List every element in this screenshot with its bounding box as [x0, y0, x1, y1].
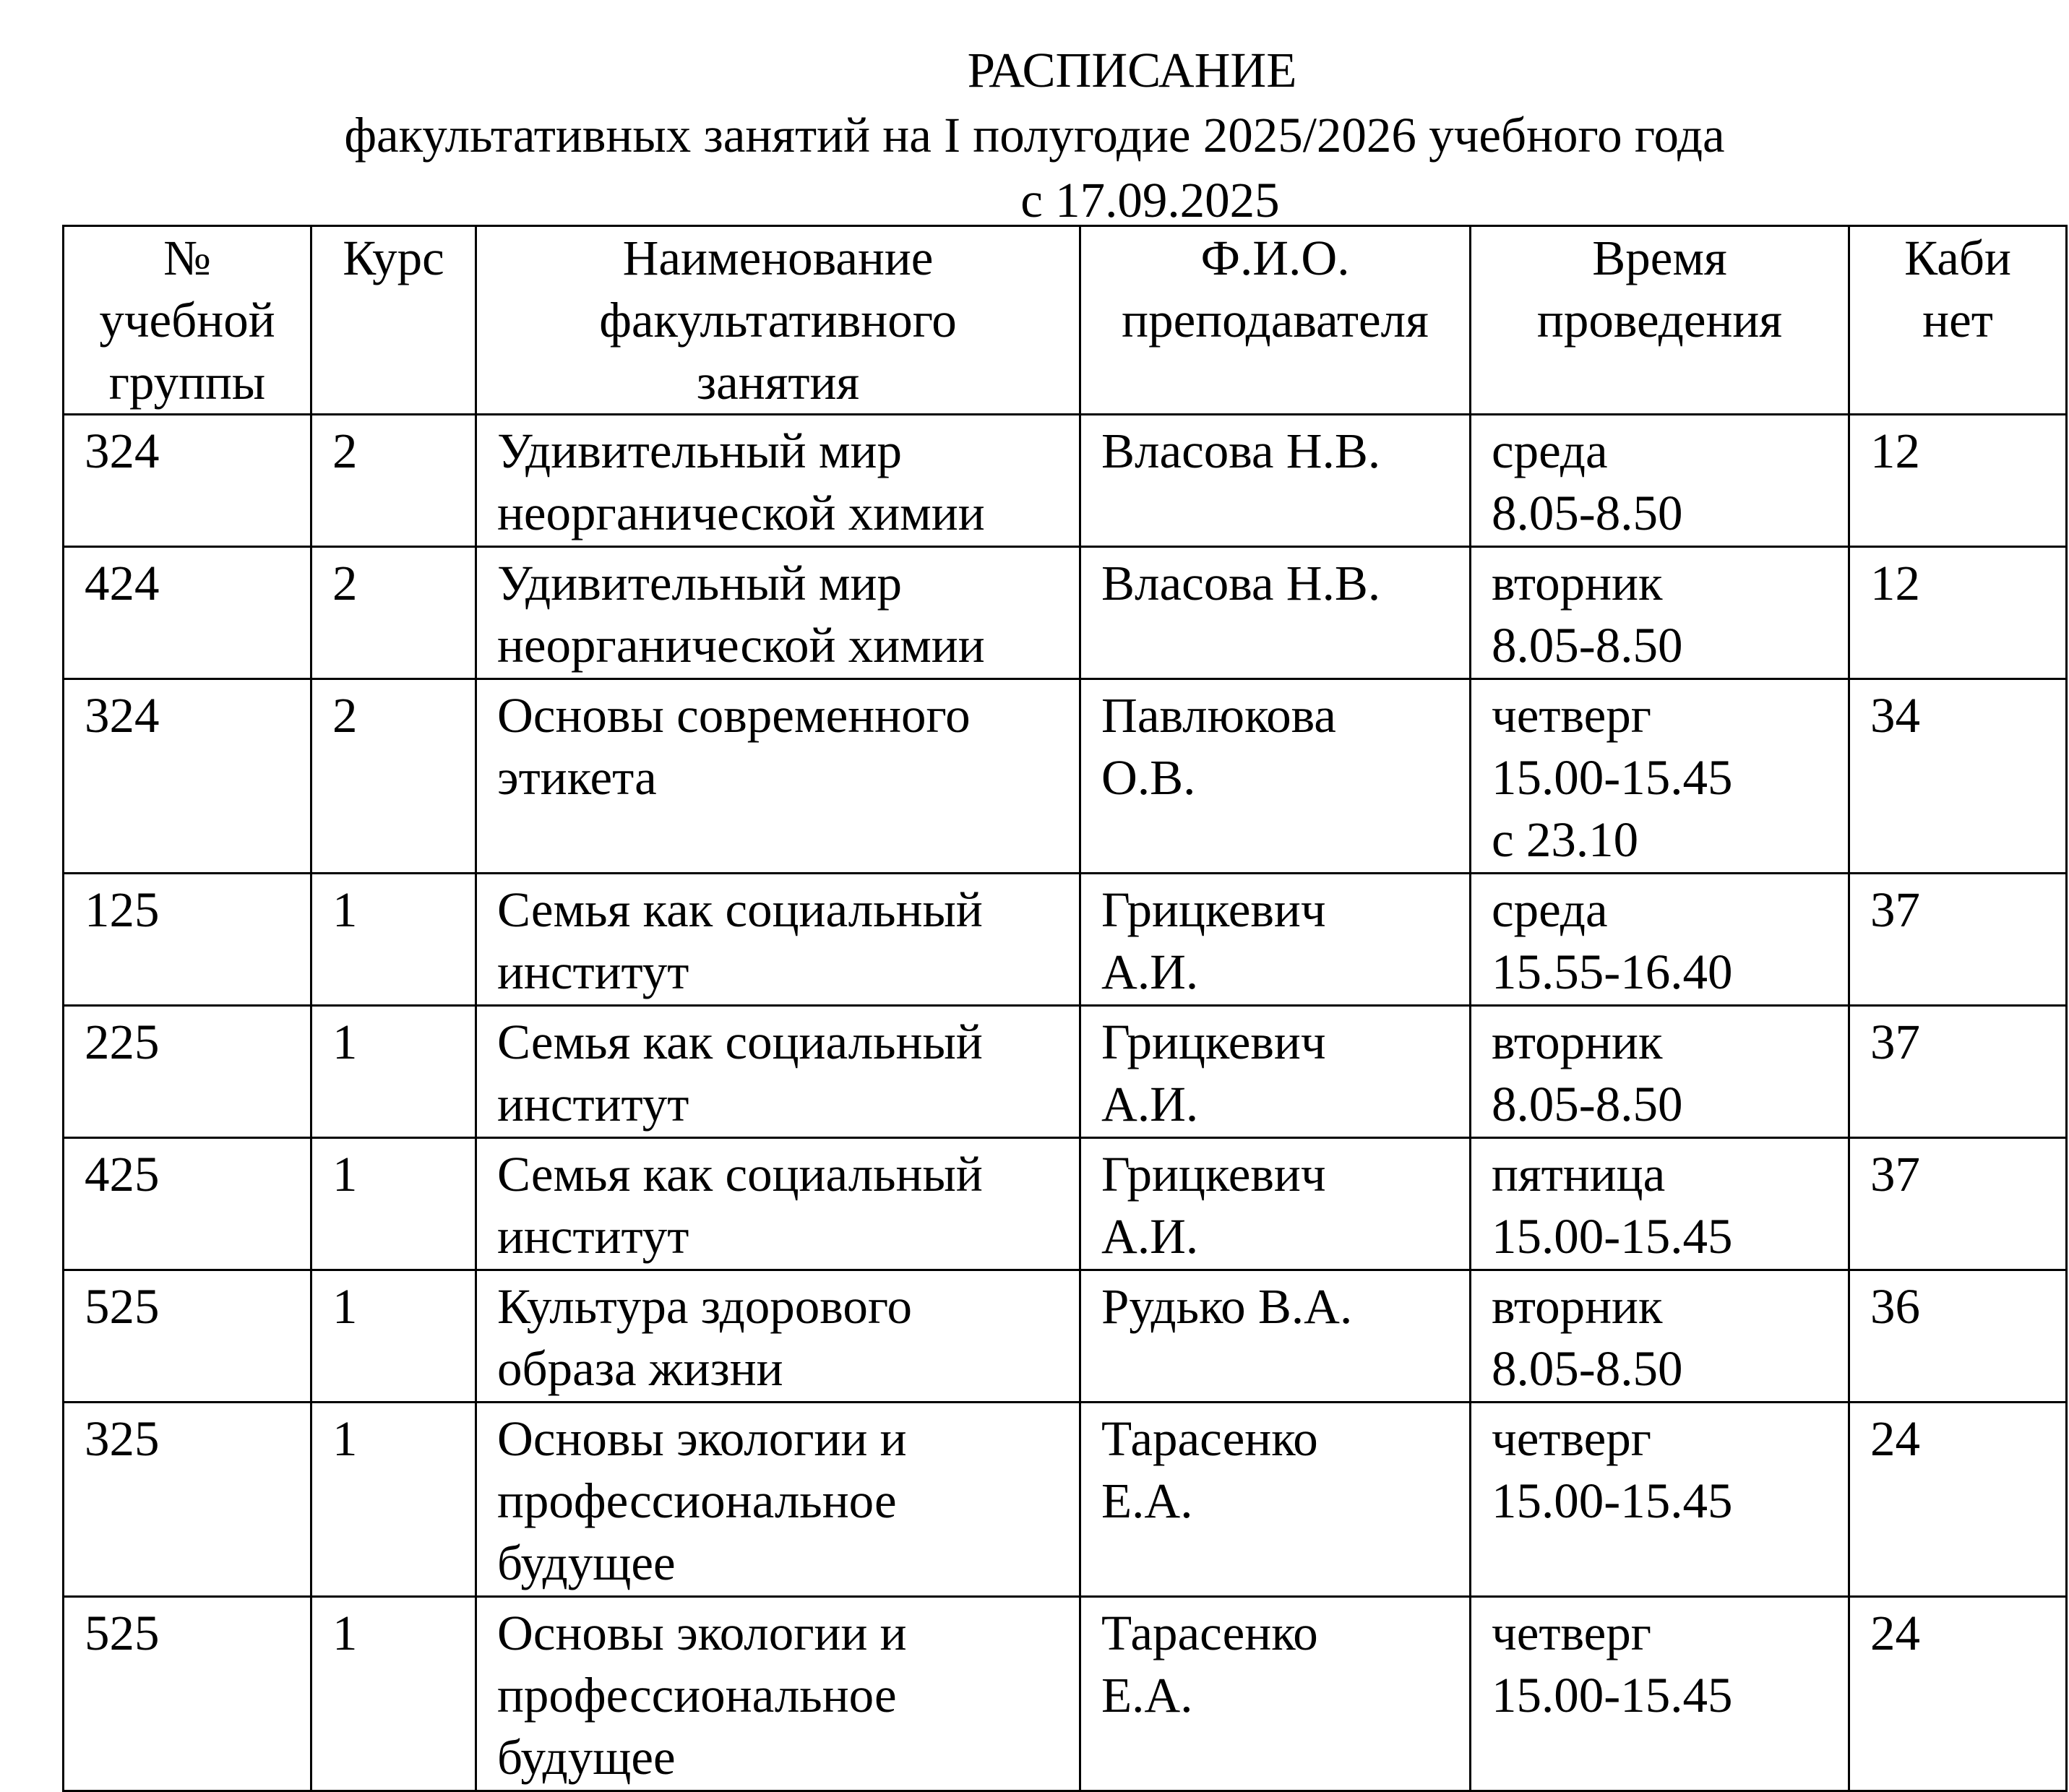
cell-course: 1 [311, 1403, 476, 1597]
cell-course: 2 [311, 547, 476, 679]
cell-teacher: Тарасенко Е.А. [1080, 1403, 1471, 1597]
header-teacher: Ф.И.О. преподавателя [1080, 226, 1471, 415]
table-header-row [64, 226, 2067, 415]
cell-group: 125 [64, 874, 311, 1006]
header-time: Время проведения [1471, 226, 1849, 415]
cell-teacher: Тарасенко Е.А. [1080, 1597, 1471, 1791]
cell-time: вторник 8.05-8.50 [1471, 1006, 1849, 1138]
cell-teacher: Власова Н.В. [1080, 547, 1471, 679]
cell-teacher: Грицкевич А.И. [1080, 874, 1471, 1006]
cell-course-name: Основы экологии и профессиональное будущее [476, 1403, 1080, 1597]
cell-group: 525 [64, 1270, 311, 1403]
cell-course: 1 [311, 1006, 476, 1138]
table-row [64, 874, 2067, 1006]
cell-room: 12 [1849, 547, 2067, 679]
table-row [64, 1006, 2067, 1138]
cell-time: вторник 8.05-8.50 [1471, 1270, 1849, 1403]
document-heading [0, 38, 2069, 233]
cell-teacher: Власова Н.В. [1080, 415, 1471, 547]
cell-group: 324 [64, 415, 311, 547]
cell-room: 24 [1849, 1597, 2067, 1791]
cell-teacher: Грицкевич А.И. [1080, 1006, 1471, 1138]
cell-time: четверг 15.00-15.45 [1471, 1403, 1849, 1597]
cell-group: 324 [64, 679, 311, 874]
table-row [64, 1597, 2067, 1791]
cell-course-name: Семья как социальный институт [476, 874, 1080, 1006]
cell-course-name: Семья как социальный институт [476, 1138, 1080, 1270]
cell-course: 1 [311, 874, 476, 1006]
table-row [64, 1138, 2067, 1270]
cell-room: 37 [1849, 1138, 2067, 1270]
cell-room: 36 [1849, 1270, 2067, 1403]
cell-time: среда 8.05-8.50 [1471, 415, 1849, 547]
cell-group: 424 [64, 547, 311, 679]
table-row [64, 1403, 2067, 1597]
cell-course-name: Семья как социальный институт [476, 1006, 1080, 1138]
table-row [64, 679, 2067, 874]
cell-room: 12 [1849, 415, 2067, 547]
cell-group: 525 [64, 1597, 311, 1791]
document-title: РАСПИСАНИЕ [967, 43, 1297, 98]
document-start-date: с 17.09.2025 [1020, 173, 1280, 228]
header-room: Каби нет [1849, 226, 2067, 415]
cell-group: 325 [64, 1403, 311, 1597]
cell-room: 37 [1849, 1006, 2067, 1138]
table-row [64, 415, 2067, 547]
schedule-table [62, 225, 2068, 1792]
cell-group: 225 [64, 1006, 311, 1138]
cell-course: 2 [311, 679, 476, 874]
cell-room: 37 [1849, 874, 2067, 1006]
cell-time: пятница 15.00-15.45 [1471, 1138, 1849, 1270]
cell-course-name: Удивительный мир неорганической химии [476, 547, 1080, 679]
table-row [64, 547, 2067, 679]
cell-teacher: Грицкевич А.И. [1080, 1138, 1471, 1270]
cell-time: вторник 8.05-8.50 [1471, 547, 1849, 679]
header-course-name: Наименование факультативного занятия [476, 226, 1080, 415]
cell-course-name: Основы современного этикета [476, 679, 1080, 874]
cell-time: среда 15.55-16.40 [1471, 874, 1849, 1006]
cell-course: 1 [311, 1597, 476, 1791]
cell-teacher: Рудько В.А. [1080, 1270, 1471, 1403]
cell-time: четверг 15.00-15.45 [1471, 1597, 1849, 1791]
cell-course: 2 [311, 415, 476, 547]
document-subtitle: факультативных занятий на I полугодие 2025/2026 учебного года [344, 108, 1725, 163]
cell-time: четверг 15.00-15.45 с 23.10 [1471, 679, 1849, 874]
cell-course: 1 [311, 1138, 476, 1270]
cell-course-name: Удивительный мир неорганической химии [476, 415, 1080, 547]
table-row [64, 1270, 2067, 1403]
cell-room: 24 [1849, 1403, 2067, 1597]
cell-course-name: Культура здорового образа жизни [476, 1270, 1080, 1403]
header-course: Курс [311, 226, 476, 415]
cell-course-name: Основы экологии и профессиональное будущее [476, 1597, 1080, 1791]
cell-group: 425 [64, 1138, 311, 1270]
cell-teacher: Павлюкова О.В. [1080, 679, 1471, 874]
cell-room: 34 [1849, 679, 2067, 874]
cell-course: 1 [311, 1270, 476, 1403]
header-group-number: № учебной группы [64, 226, 311, 415]
